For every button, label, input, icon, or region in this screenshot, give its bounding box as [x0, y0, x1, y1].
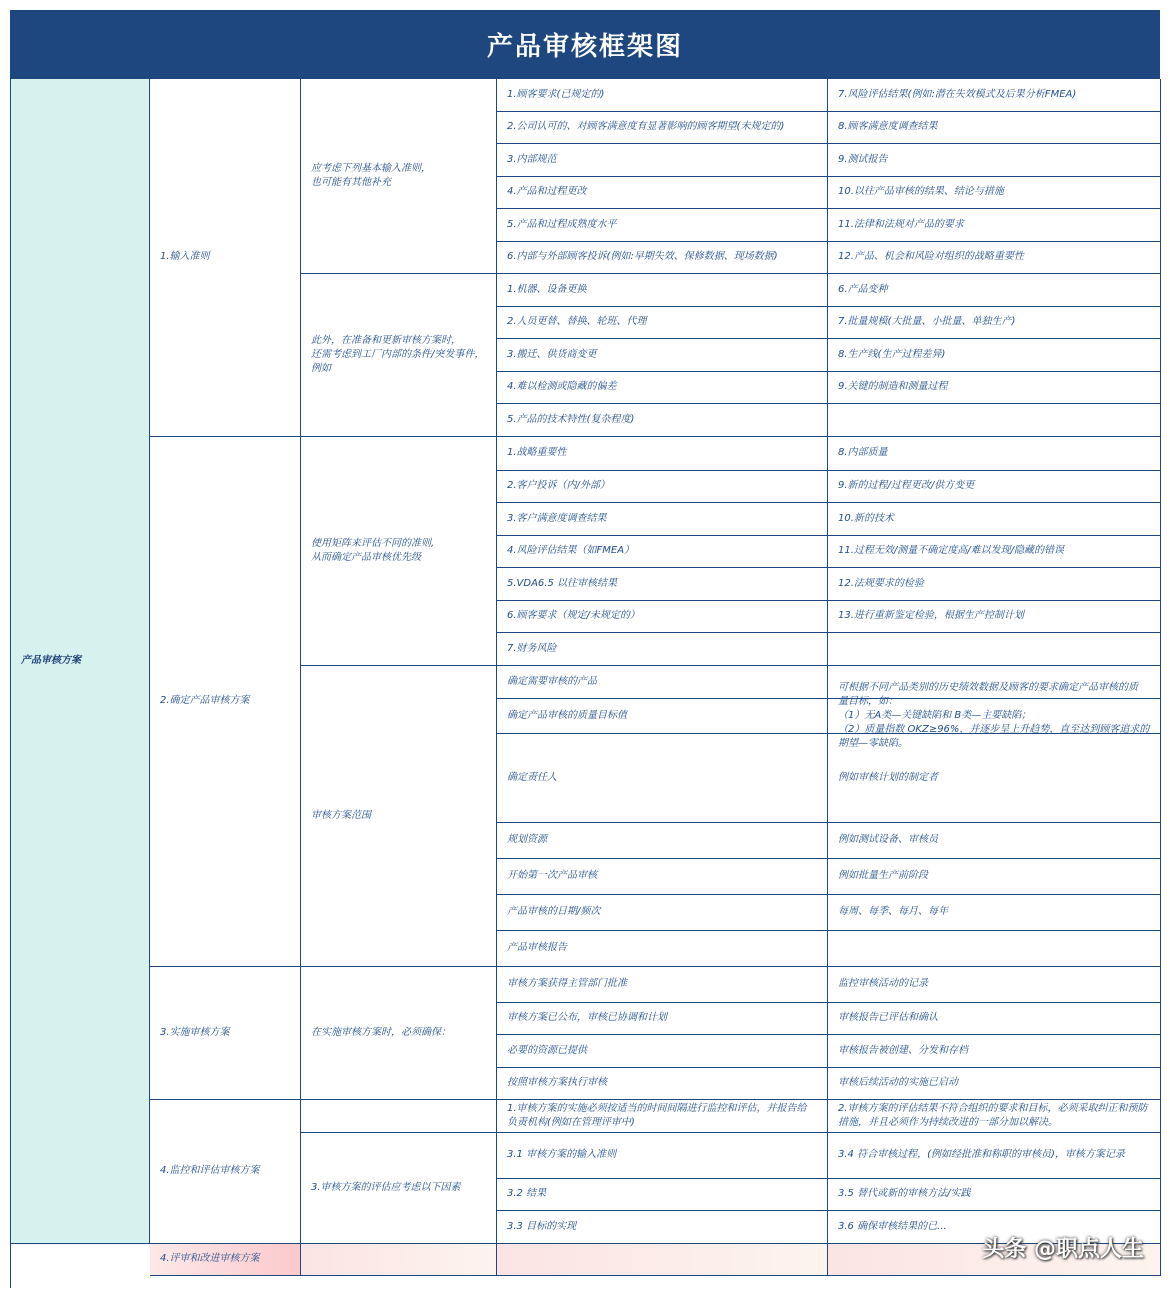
- detail-left: 产品审核的日期/频次: [497, 895, 828, 931]
- detail-right: 9.关键的制造和测量过程: [828, 372, 1161, 405]
- detail-right: 3.6 确保审核结果的已...: [828, 1211, 1161, 1244]
- level2-basic-input: 应考虑下列基本输入准则， 也可能有其他补充: [301, 79, 497, 274]
- detail-left: 4.风险评估结果（如FMEA）: [497, 536, 828, 569]
- detail-left: 1.战略重要性: [497, 437, 828, 471]
- detail-right: 审核报告已评估和确认: [828, 1003, 1161, 1036]
- detail-right: 11.法律和法规对产品的要求: [828, 209, 1161, 242]
- detail-left: 开始第一次产品审核: [497, 859, 828, 895]
- detail-right: 7.风险评估结果(例如:潜在失效模式及后果分析FMEA): [828, 79, 1161, 112]
- detail-left: 2.客户投诉（内/外部）: [497, 471, 828, 504]
- detail-left: 6.顾客要求（规定/未规定的）: [497, 601, 828, 634]
- detail-left: 产品审核报告: [497, 931, 828, 967]
- detail-left: 审核方案已公布，审核已协调和计划: [497, 1003, 828, 1036]
- level1-define-program: 2.确定产品审核方案: [150, 437, 301, 967]
- detail-left: 5.产品和过程成熟度水平: [497, 209, 828, 242]
- detail-right: 9.测试报告: [828, 144, 1161, 177]
- detail-right: 每周、每季、每月、每年: [828, 895, 1161, 931]
- level1-review-program: 4.评审和改进审核方案: [150, 1244, 301, 1277]
- detail-right: 7.批量规模(大批量、小批量、单独生产): [828, 307, 1161, 340]
- detail-right: 审核后续活动的实施已启动: [828, 1068, 1161, 1101]
- detail-left: 必要的资源已提供: [497, 1035, 828, 1068]
- detail-right: 3.5 替代或新的审核方法/实践: [828, 1179, 1161, 1212]
- detail-right: 例如测试设备、审核员: [828, 823, 1161, 859]
- audit-framework-table: [10, 78, 1160, 1288]
- detail-right: 监控审核活动的记录: [828, 967, 1161, 1003]
- detail-left: 7.财务风险: [497, 633, 828, 666]
- detail-left: 3.搬迁、供货商变更: [497, 339, 828, 372]
- detail-right: 11.过程无效/测量不确定度高/难以发现/隐藏的错误: [828, 536, 1161, 569]
- detail-left: 规划资源: [497, 823, 828, 859]
- detail-right: [828, 404, 1161, 437]
- detail-right: 8.顾客满意度调查结果: [828, 112, 1161, 145]
- detail-left: 1.机器、设备更换: [497, 274, 828, 307]
- detail-right: 13.进行重新鉴定检验，根据生产控制计划: [828, 601, 1161, 634]
- detail-right: [828, 931, 1161, 967]
- level2-empty: [301, 1100, 497, 1133]
- level2-implementation-ensure: 在实施审核方案时，必须确保：: [301, 967, 497, 1101]
- detail-left: 4.难以检测或隐藏的偏差: [497, 372, 828, 405]
- detail-right: 10.新的技术: [828, 503, 1161, 536]
- level2-review-empty: [301, 1244, 497, 1277]
- detail-left: 2.公司认可的、对顾客满意度有显著影响的顾客期望(未规定的): [497, 112, 828, 145]
- level1-implement-program: 3.实施审核方案: [150, 967, 301, 1101]
- page-title: 产品审核框架图: [10, 10, 1160, 78]
- detail-right: 10.以往产品审核的结果、结论与措施: [828, 177, 1161, 210]
- detail-left: 6.内部与外部顾客投诉(例如:早期失效、保修数据、现场数据): [497, 242, 828, 275]
- detail-left: 3.客户满意度调查结果: [497, 503, 828, 536]
- detail-right: 2.审核方案的评估结果不符合组织的要求和目标，必须采取纠正和预防 措施，并且必须作为持续改进的一部分加以解决。: [828, 1100, 1161, 1133]
- detail-right: 例如批量生产前阶段: [828, 859, 1161, 895]
- root-cell: 产品审核方案: [11, 79, 150, 1244]
- detail-right: 可根据不同产品类别的历史绩效数据及顾客的要求确定产品审核的质 量目标，如： （1）无A类—关键缺陷和 B类—主要缺陷； （2）质量指数 OKZ≥96%，并逐步呈上升趋势，直至达到顾客追求的 期望—零缺陷。: [828, 699, 1161, 734]
- detail-left: 3.内部规范: [497, 144, 828, 177]
- detail-left: 4.产品和过程更改: [497, 177, 828, 210]
- level2-plant-conditions: 此外，在准备和更新审核方案时， 还需考虑到工厂内部的条件/突发事件， 例如: [301, 274, 497, 437]
- detail-right: 8.生产线(生产过程差异): [828, 339, 1161, 372]
- detail-left: [497, 1244, 828, 1277]
- detail-left: 1.审核方案的实施必须按适当的时间间隔进行监控和评估，并报告给 负责机构(例如在管理评审中): [497, 1100, 828, 1133]
- detail-right: 9.新的过程/过程更改/供方变更: [828, 471, 1161, 504]
- detail-left: 1.顾客要求(已规定的): [497, 79, 828, 112]
- detail-left: 按照审核方案执行审核: [497, 1068, 828, 1101]
- detail-right: 8.内部质量: [828, 437, 1161, 471]
- detail-right: 审核报告被创建、分发和存档: [828, 1035, 1161, 1068]
- detail-right: [828, 633, 1161, 666]
- detail-left: 2.人员更替、替换、轮班、代理: [497, 307, 828, 340]
- detail-right: 例如审核计划的制定者: [828, 734, 1161, 823]
- level1-monitor-program: 4.监控和评估审核方案: [150, 1100, 301, 1244]
- detail-left: 3.3 目标的实现: [497, 1211, 828, 1244]
- detail-left: 确定责任人: [497, 734, 828, 823]
- detail-left: 5.VDA6.5 以往审核结果: [497, 568, 828, 601]
- detail-left: 3.1 审核方案的输入准则: [497, 1133, 828, 1179]
- level2-program-scope: 审核方案范围: [301, 666, 497, 967]
- detail-left: 确定需要审核的产品: [497, 666, 828, 699]
- detail-right: 3.4 符合审核过程，(例如经批准和称职的审核员)，审核方案记录: [828, 1133, 1161, 1179]
- level1-input-criteria: 1.输入准则: [150, 79, 301, 437]
- detail-right: 12.产品、机会和风险对组织的战略重要性: [828, 242, 1161, 275]
- level2-priority-matrix: 使用矩阵来评估不同的准则, 从而确定产品审核优先级: [301, 437, 497, 666]
- detail-left: 3.2 结果: [497, 1179, 828, 1212]
- detail-left: 确定产品审核的质量目标值: [497, 699, 828, 734]
- level2-evaluation-factors: 3.审核方案的评估应考虑以下因素: [301, 1133, 497, 1244]
- detail-right: 6.产品变种: [828, 274, 1161, 307]
- detail-left: 审核方案获得主管部门批准: [497, 967, 828, 1003]
- detail-left: 5.产品的技术特性(复杂程度): [497, 404, 828, 437]
- watermark: 头条 @职点人生: [982, 1237, 1144, 1262]
- detail-right: 12.法规要求的检验: [828, 568, 1161, 601]
